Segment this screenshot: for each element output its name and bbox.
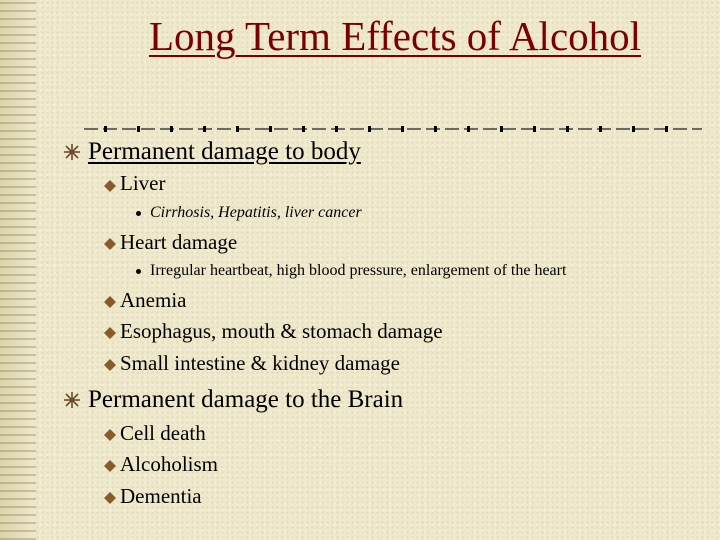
diamond-bullet-icon — [104, 492, 116, 504]
section-heading-brain: Permanent damage to the Brain — [88, 386, 404, 413]
list-item-liver: Liver — [120, 171, 166, 195]
left-texture-stripe — [0, 0, 36, 540]
sub-item-heart: Irregular heartbeat, high blood pressure, enlargement of the heart — [150, 262, 567, 279]
list-item-heart: Heart damage — [120, 230, 238, 254]
diamond-bullet-icon — [104, 327, 116, 339]
asterisk-star-icon — [63, 143, 81, 161]
dashed-rule-icon — [84, 122, 702, 136]
diamond-bullet-icon — [104, 296, 116, 308]
section-heading-body: Permanent damage to body — [88, 138, 361, 165]
diamond-bullet-icon — [104, 180, 116, 192]
list-item-dementia: Dementia — [120, 484, 202, 508]
diamond-bullet-icon — [104, 238, 116, 250]
asterisk-star-icon — [63, 391, 81, 409]
list-item-cell-death: Cell death — [120, 421, 206, 445]
diamond-bullet-icon — [104, 359, 116, 371]
list-item-esophagus: Esophagus, mouth & stomach damage — [120, 319, 443, 343]
diamond-bullet-icon — [104, 460, 116, 472]
slide-title: Long Term Effects of Alcohol — [148, 13, 642, 59]
dot-bullet-icon — [136, 269, 141, 274]
diamond-bullet-icon — [104, 429, 116, 441]
sub-item-liver: Cirrhosis, Hepatitis, liver cancer — [150, 204, 362, 221]
list-item-intestine: Small intestine & kidney damage — [120, 351, 400, 375]
list-item-anemia: Anemia — [120, 288, 187, 312]
dot-bullet-icon — [136, 211, 141, 216]
list-item-alcoholism: Alcoholism — [120, 452, 218, 476]
